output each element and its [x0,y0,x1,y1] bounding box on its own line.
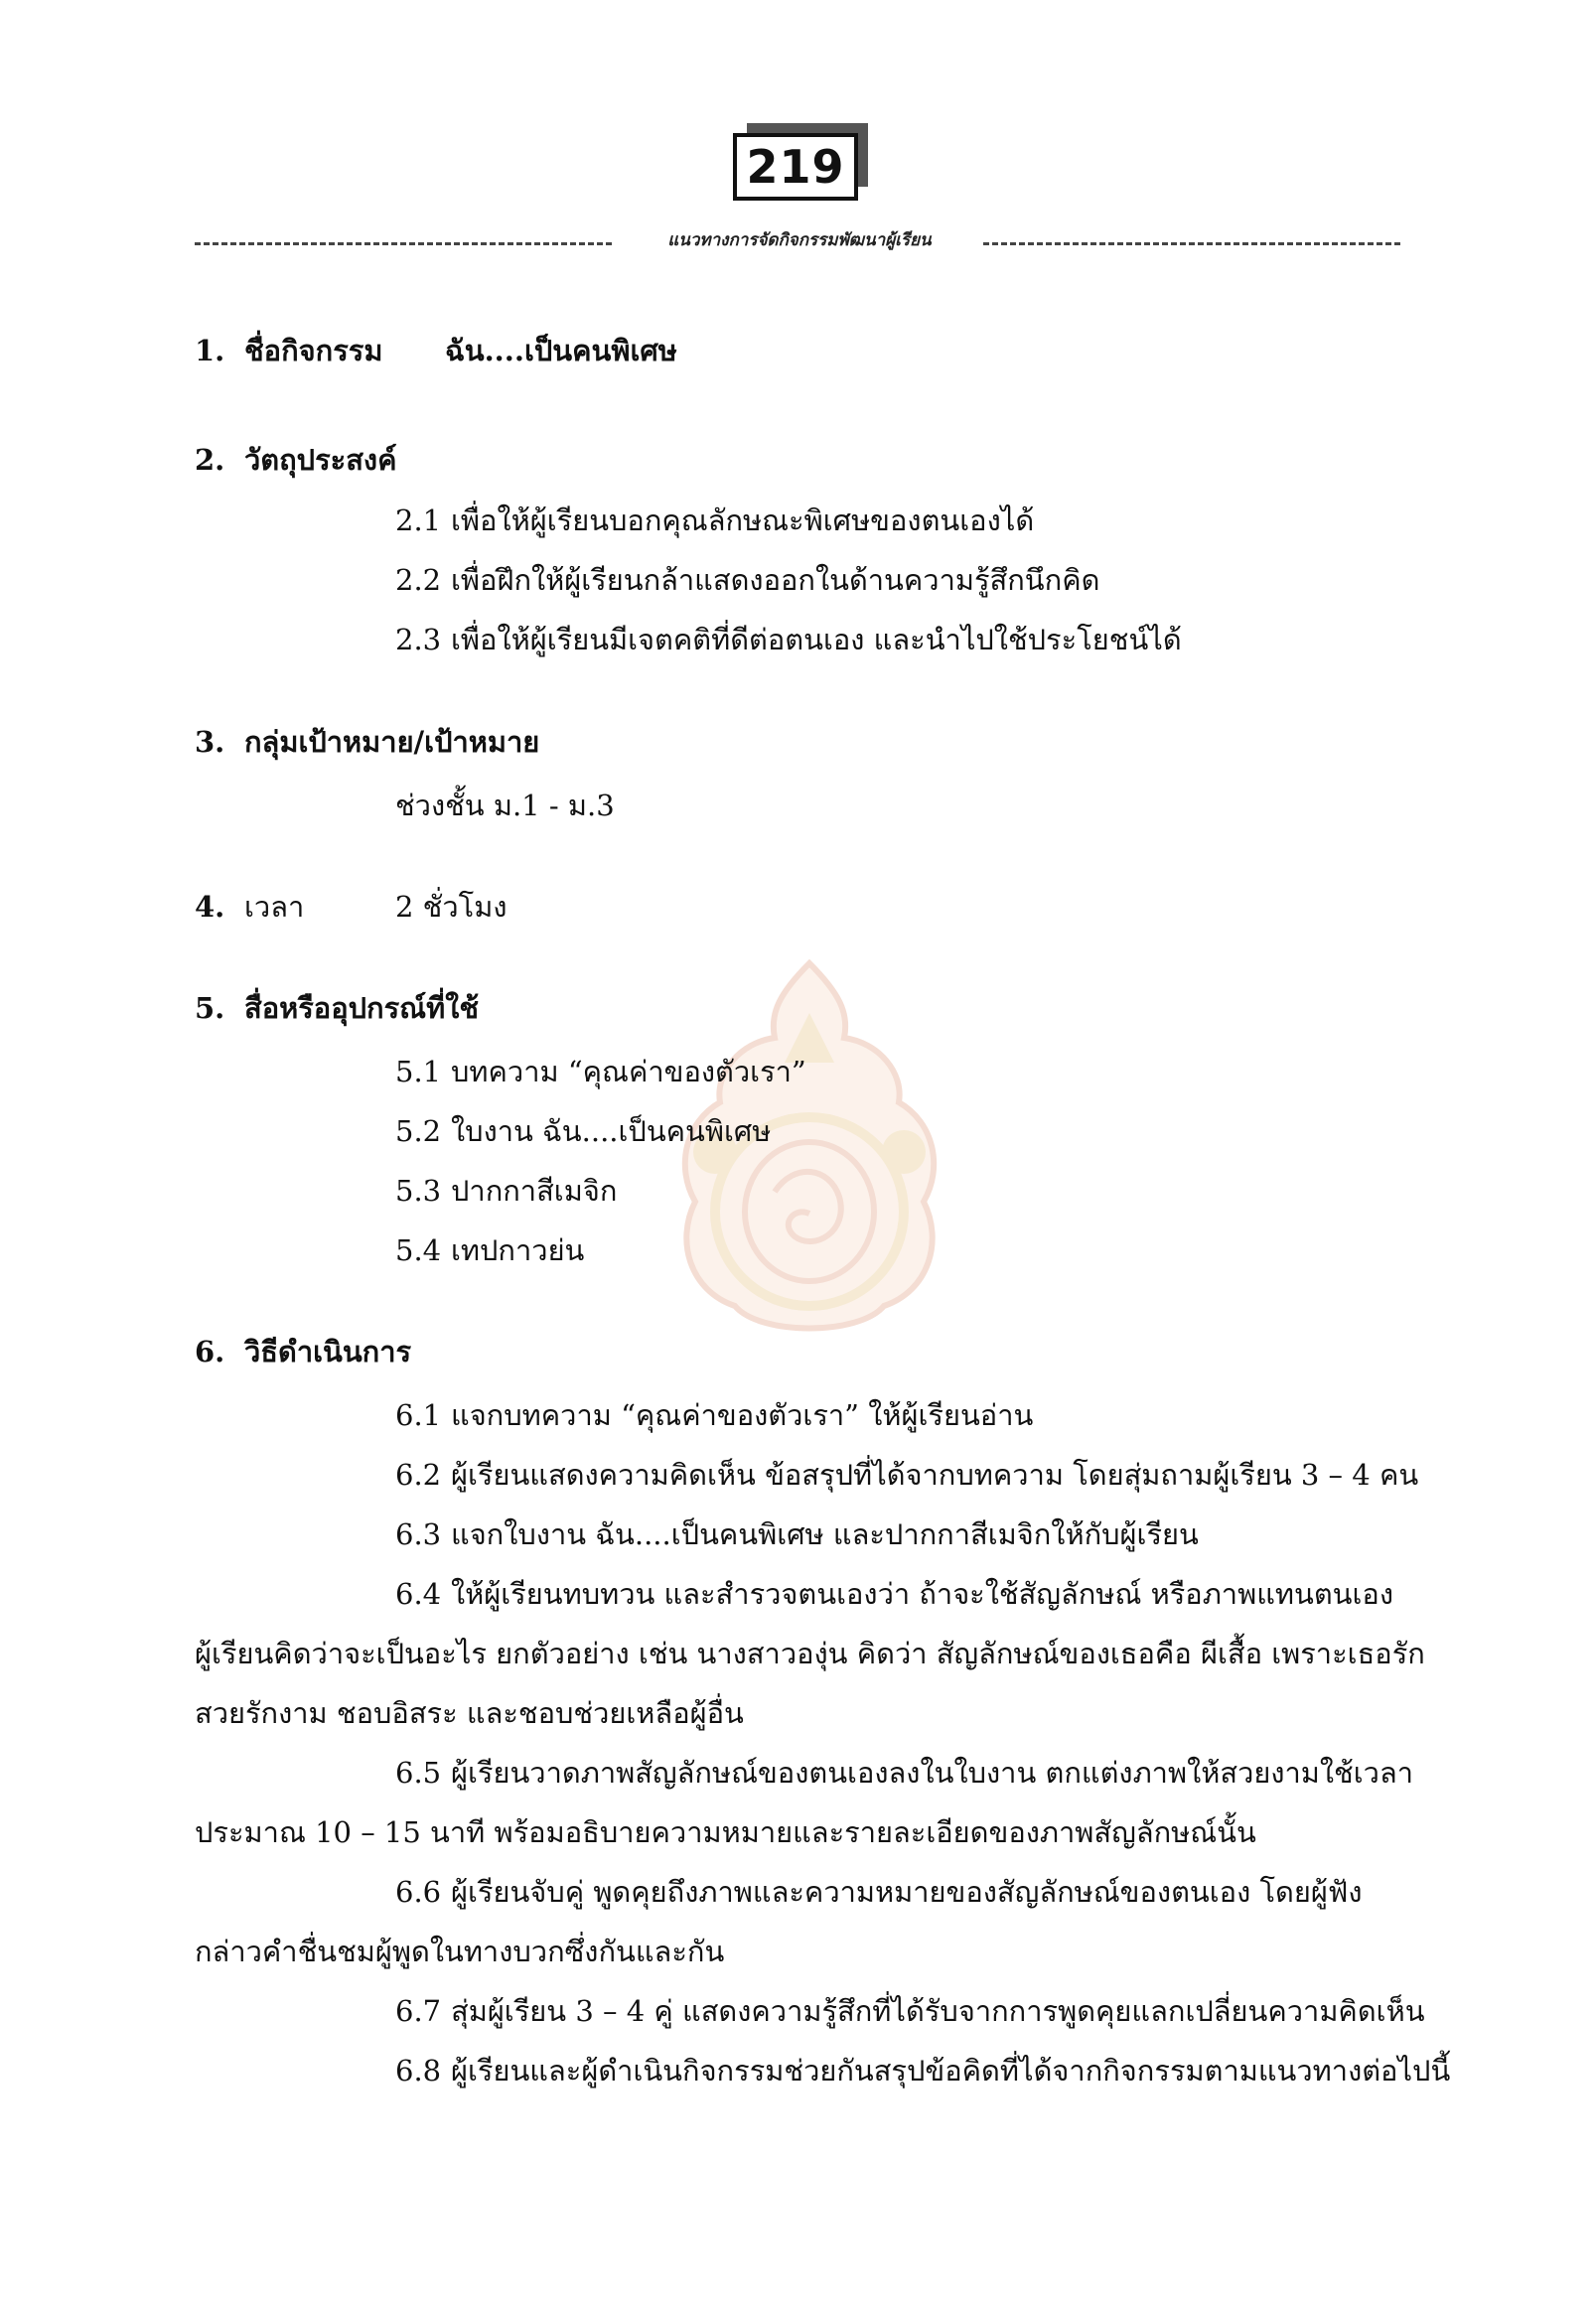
procedure-item [395,1456,1418,1494]
item-number: 6.4 [395,1577,442,1611]
item-number: 6.8 [395,2054,442,2087]
item-number: 5.3 [395,1174,442,1208]
objective-item [395,502,1034,539]
activity-name: ฉัน....เป็นคนพิเศษ [445,334,677,367]
item-number: 5.2 [395,1114,442,1148]
procedure-continuation: ประมาณ 10 – 15 นาที พร้อมอธิบายความหมายและรายละเอียดของภาพสัญลักษณ์นั้น [195,1815,1256,1849]
section-label: ชื่อกิจกรรม [244,334,383,367]
section-number: 2. [195,443,225,477]
material-item [395,1231,584,1269]
item-number: 6.5 [395,1756,442,1790]
duration: 2 ชั่วโมง [395,890,508,924]
section-2-heading [195,441,397,479]
procedure-item [395,1575,1393,1613]
item-number: 2.3 [395,623,442,656]
section-4-heading [195,888,304,926]
item-text: เพื่อฝึกให้ผู้เรียนกล้าแสดงออกในด้านความรู้สึกนึกคิด [451,563,1100,597]
section-1-heading [195,332,382,369]
section-label: สื่อหรืออุปกรณ์ที่ใช้ [244,991,480,1025]
section-6-heading [195,1333,411,1370]
item-number: 2.1 [395,504,442,537]
item-text: ให้ผู้เรียนทบทวน และสำรวจตนเองว่า ถ้าจะใช้สัญลักษณ์ หรือภาพแทนตนเอง [451,1577,1393,1611]
material-item [395,1172,617,1210]
procedure-item [395,1992,1425,2030]
item-text: ผู้เรียนวาดภาพสัญลักษณ์ของตนเองลงในใบงาน ตกแต่งภาพให้สวยงามใช้เวลา [451,1756,1413,1790]
watermark-seal-icon [655,953,963,1351]
item-text: ผู้เรียนและผู้ดำเนินกิจกรรมช่วยกันสรุปข้อคิดที่ได้จากกิจกรรมตามแนวทางต่อไปนี้ [451,2054,1451,2087]
section-label: วิธีดำเนินการ [244,1335,412,1368]
section-5-heading [195,989,479,1027]
section-label: กลุ่มเป้าหมาย/เป้าหมาย [244,725,540,759]
section-number: 3. [195,725,225,759]
item-number: 5.4 [395,1233,442,1267]
objective-item [395,621,1182,658]
target-group: ช่วงชั้น ม.1 - ม.3 [395,789,615,822]
procedure-item [395,2052,1450,2089]
section-number: 5. [195,991,225,1025]
page-number: 219 [733,133,858,201]
section-number: 6. [195,1335,225,1368]
procedure-continuation: กล่าวคำชื่นชมผู้พูดในทางบวกซึ่งกันและกัน [195,1935,725,1968]
item-number: 6.3 [395,1517,442,1551]
item-number: 6.2 [395,1458,442,1492]
item-text: ปากกาสีเมจิก [451,1174,618,1208]
procedure-item [395,1515,1199,1553]
section-number: 4. [195,890,225,924]
material-item [395,1112,771,1150]
procedure-item [395,1754,1413,1792]
item-text: ผู้เรียนจับคู่ พูดคุยถึงภาพและความหมายของสัญลักษณ์ของตนเอง โดยผู้ฟัง [451,1875,1363,1909]
item-number: 6.1 [395,1398,442,1432]
header-rule-left [195,242,612,245]
item-text: ใบงาน ฉัน....เป็นคนพิเศษ [451,1114,772,1148]
item-text: เพื่อให้ผู้เรียนมีเจตคติที่ดีต่อตนเอง และนำไปใช้ประโยชน์ได้ [451,623,1182,656]
section-3-heading [195,723,539,761]
header-rule-right [983,242,1400,245]
item-text: แจกบทความ “คุณค่าของตัวเรา” ให้ผู้เรียนอ่าน [451,1398,1034,1432]
item-text: สุ่มผู้เรียน 3 – 4 คู่ แสดงความรู้สึกที่ได้รับจากการพูดคุยแลกเปลี่ยนความคิดเห็น [451,1994,1425,2028]
section-number: 1. [195,334,225,367]
objective-item [395,561,1099,599]
item-number: 5.1 [395,1055,442,1088]
item-text: บทความ “คุณค่าของตัวเรา” [451,1055,806,1088]
item-text: เทปกาวย่น [451,1233,585,1267]
section-label: วัตถุประสงค์ [244,443,397,477]
item-number: 2.2 [395,563,442,597]
procedure-continuation: สวยรักงาม ชอบอิสระ และชอบช่วยเหลือผู้อื่น [195,1696,744,1730]
item-number: 6.6 [395,1875,442,1909]
item-text: เพื่อให้ผู้เรียนบอกคุณลักษณะพิเศษของตนเองได้ [451,504,1035,537]
procedure-item [395,1396,1033,1434]
material-item [395,1053,806,1090]
item-text: แจกใบงาน ฉัน....เป็นคนพิเศษ และปากกาสีเมจิกให้กับผู้เรียน [451,1517,1199,1551]
item-number: 6.7 [395,1994,442,2028]
procedure-continuation: ผู้เรียนคิดว่าจะเป็นอะไร ยกตัวอย่าง เช่น นางสาวองุ่น คิดว่า สัญลักษณ์ของเธอคือ ผีเสื้อ เพราะเธอรัก [195,1637,1425,1670]
procedure-item [395,1873,1363,1911]
section-label: เวลา [244,890,305,924]
running-header-title: แนวทางการจัดกิจกรรมพัฒนาผู้เรียน [667,230,932,250]
item-text: ผู้เรียนแสดงความคิดเห็น ข้อสรุปที่ได้จากบทความ โดยสุ่มถามผู้เรียน 3 – 4 คน [451,1458,1419,1492]
